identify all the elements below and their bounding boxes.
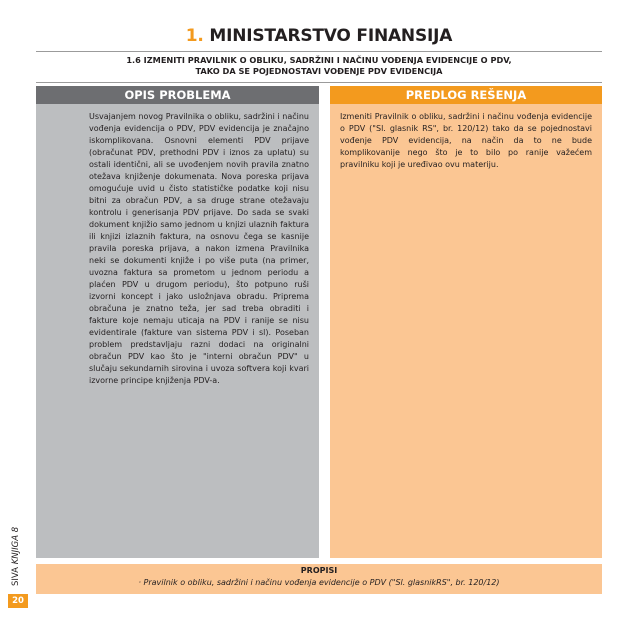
subtitle-divider	[36, 82, 602, 83]
regulations-box	[36, 564, 602, 594]
page-title	[0, 26, 638, 50]
side-label-italic: KNJIGA 8	[11, 526, 21, 565]
side-label-main: SIVA	[11, 564, 21, 586]
subtitle-line-1: 1.6 IZMENITI PRAVILNIK O OBLIKU, SADRŽINI I NAČINU VOĐENJA EVIDENCIJE O PDV,	[126, 55, 512, 65]
regulations-item: · Pravilnik o obliku, sadržini i načinu vođenja evidencije o PDV ("Sl. glasnikRS", br. 120/12)	[138, 578, 500, 587]
solution-text: Izmeniti Pravilnik o obliku, sadržini i načinu vođenja evidencije o PDV ("Sl. glasnik RS", br. 120/12) tako da se pojednostavi vođenje PDV evidencija, na način da to ne bude komplikovanije nego što je to bilo po ranije važećem pravilniku koji je uređivao ovu materiju.	[340, 112, 592, 169]
regulations-heading: PROPISI	[300, 566, 338, 575]
chapter-number: 1.	[185, 26, 204, 46]
side-label	[10, 470, 22, 586]
section-subtitle	[40, 55, 598, 77]
subtitle-line-2: TAKO DA SE POJEDNOSTAVI VOĐENJE PDV EVIDENCIJA	[195, 66, 443, 76]
solution-heading: PREDLOG REŠENJA	[330, 86, 602, 104]
title-divider	[36, 51, 602, 52]
chapter-title: MINISTARSTVO FINANSIJA	[209, 26, 453, 46]
page-number: 20	[8, 594, 28, 608]
problem-panel	[36, 104, 319, 558]
solution-panel	[330, 104, 602, 558]
problem-heading: OPIS PROBLEMA	[36, 86, 319, 104]
problem-text: Usvajanjem novog Pravilnika o obliku, sadržini i načinu vođenja evidencija o PDV, PDV evidencija je značajno iskomplikovana. Osnovni elementi PDV prijave (obračunat PDV, prethodni PDV i iznos za uplatu) su ostali identični, ali se uvođenjem novih pravila znatno otežava knjiženje dokumenata. Nova poreska prijava omogućuje uvid u čisto statističke podatke koji nisu bitni za obračun PDV, a sa druge strane otežavaju kontrolu i generisanja PDV prijave. Do sada se svaki dokument knjižio samo jednom u knjizi ulaznih faktura ili knjizi izlaznih faktura, na osnovu čega se kasnije pravila poreska prijava, a nakon izmena Pravilnika neki se dokumenti knjiže i po više puta (na primer, uvozna faktura sa prometom u jednom periodu a plaćen PDV u drugom periodu), što potpuno ruši izvorni koncept i jako usložnjava obradu. Pripremа obračuna je znatno teža, jer sad treba obraditi i fakture koje nemaju uticaja na PDV i ranije se nisu evidentirale (fakture van sistema PDV i sl). Poseban problem predstavljaju razni dodaci na originalni obračun PDV kao što je "interni obračun PDV" u slučaju sekundarnih sirovina i uvoza softvera koji kvari izvorne principe knjiženja PDV-a.	[89, 112, 309, 385]
